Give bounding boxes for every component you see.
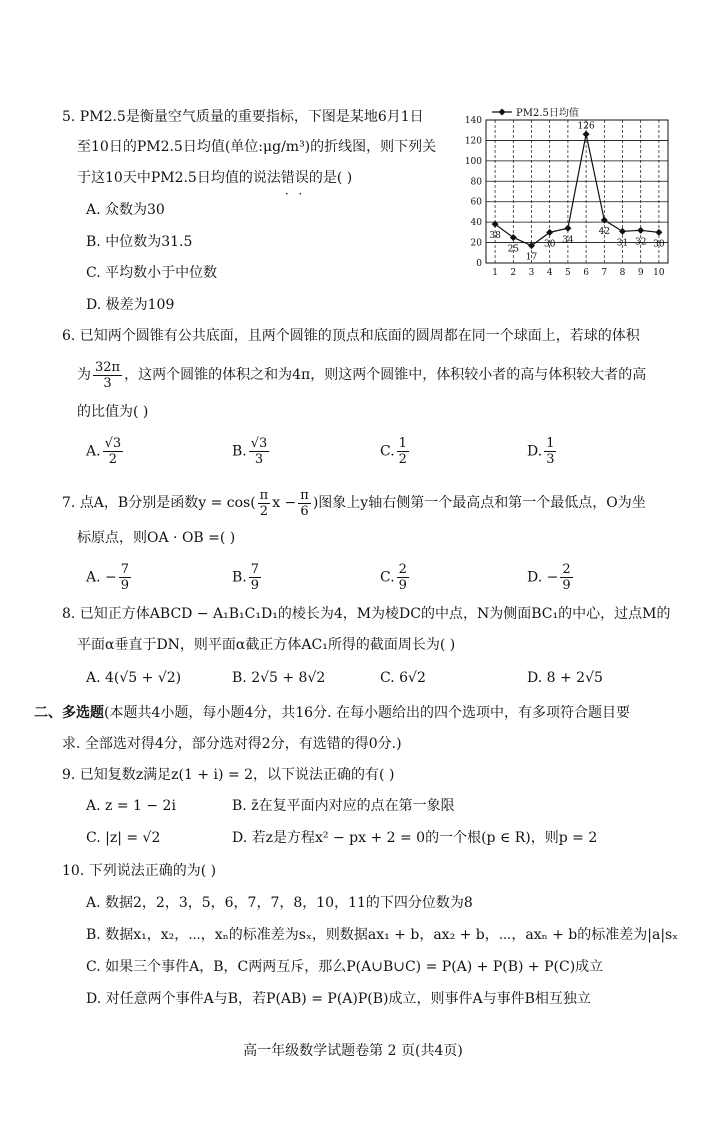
- q6-option-a: [86, 436, 125, 467]
- section-2-line-2: 求. 全部选对得4分，部分选对得2分，有选错的得0分.): [62, 736, 402, 752]
- q6-line-2: [77, 356, 646, 394]
- data-point: [619, 228, 626, 235]
- data-point: [583, 131, 590, 138]
- x-tick-label: 7: [601, 268, 608, 278]
- q7-c-num: 2: [398, 562, 407, 577]
- q7-frac-1: [258, 488, 271, 519]
- q6-a-den: 2: [108, 452, 117, 467]
- q7-frac-2-num: π: [300, 487, 309, 503]
- q7-a-num: 7: [120, 562, 130, 577]
- q6-c-label: C.: [380, 443, 395, 460]
- q7-c-den: 9: [398, 578, 407, 593]
- x-tick-label: 6: [583, 268, 589, 278]
- section-2-header: [34, 703, 630, 723]
- q6-line-3: 的比值为( ): [77, 404, 149, 420]
- q5-option-c: C. 平均数小于中位数: [86, 265, 218, 281]
- q10-line-1: 10. 下列说法正确的为( ): [62, 863, 217, 879]
- q7-option-d: [527, 562, 575, 593]
- y-tick-label: 140: [464, 116, 482, 126]
- section-2-line-1: (本题共4小题，每小题4分，共16分. 在每小题给出的四个选项中，有多项符合题目要: [104, 705, 630, 721]
- q6-c-fraction: [397, 436, 409, 467]
- data-point: [637, 227, 644, 234]
- q8-option-a: A. 4(√5 + √2): [86, 670, 182, 686]
- q9-line-1: 9. 已知复数z满足z(1 + i) = 2，以下说法正确的有( ): [62, 767, 395, 783]
- y-tick-label: 0: [476, 259, 482, 269]
- q6-line-2b: ，这两个圆锥的体积之和为4π，则这两个圆锥中，体积较小者的高与体积较大者的高: [124, 367, 647, 383]
- q6-option-c: [380, 436, 411, 467]
- q8-option-c: C. 6√2: [380, 670, 426, 686]
- q7-c-label: C.: [380, 569, 395, 586]
- q6-d-den: 3: [546, 452, 555, 467]
- y-tick-label: 20: [470, 238, 482, 249]
- data-label: 42: [598, 227, 611, 238]
- x-tick-label: 10: [653, 268, 665, 278]
- q10-option-b: B. 数据x₁，x₂，⋯，xₙ的标准差为sₓ，则数据ax₁ + b，ax₂ + b，⋯，axₙ + b的标准差为|a|sₓ: [86, 927, 679, 943]
- q6-a-fraction: [103, 436, 124, 467]
- y-tick-label: 100: [464, 156, 482, 167]
- q10-option-a: A. 数据2，2，3，5，6，7，7，8，10，11的下四分位数为8: [86, 895, 473, 911]
- data-label: 25: [507, 244, 520, 255]
- q7-line-2: 标原点，则OA · OB =( ): [77, 530, 236, 546]
- q10-option-c: C. 如果三个事件A，B，C两两互斥，那么P(A∪B∪C) = P(A) + P(B) + P(C)成立: [86, 959, 604, 975]
- x-tick-label: 9: [637, 268, 644, 278]
- section-2-title: 二、多选题: [34, 705, 104, 721]
- data-point: [655, 229, 662, 236]
- q6-a-num: √3: [104, 436, 122, 451]
- q9-option-d: D. 若z是方程x² − px + 2 = 0的一个根(p ∈ R)，则p = 2: [232, 830, 598, 846]
- data-label: 31: [616, 238, 629, 249]
- q6-d-label: D.: [527, 443, 543, 460]
- legend-label: PM2.5日均值: [516, 108, 579, 119]
- q6-a-label: A.: [86, 443, 101, 460]
- q6-b-den: 3: [254, 452, 264, 467]
- q7-b-fraction: [249, 562, 261, 593]
- q7-d-label: D. −: [527, 569, 559, 586]
- q5-line-1: 5. PM2.5是衡量空气质量的重要指标，下图是某地6月1日: [62, 109, 424, 125]
- q7-line-1b: x −: [272, 495, 297, 511]
- data-label: 30: [543, 239, 556, 250]
- x-tick-label: 1: [492, 268, 498, 278]
- q7-frac-2-den: 6: [300, 503, 309, 519]
- y-tick-label: 120: [464, 136, 482, 147]
- q7-option-b: [232, 562, 263, 593]
- q7-line-1c: )图象上y轴右侧第一个最高点和第一个最低点，O为坐: [312, 495, 646, 511]
- data-label: 17: [525, 252, 538, 263]
- q7-d-num: 2: [562, 562, 571, 577]
- q5-emphasis: 错误 · ·: [281, 170, 309, 186]
- q7-b-label: B.: [232, 569, 247, 586]
- q6-c-num: 1: [398, 436, 407, 451]
- q7-b-den: 9: [250, 578, 260, 593]
- data-label: 30: [653, 239, 665, 250]
- q5-option-b: B. 中位数为31.5: [86, 234, 193, 250]
- q6-d-fraction: [544, 436, 556, 467]
- y-tick-label: 40: [470, 218, 482, 229]
- q5-line-3a: 于这10天中PM2.5日均值的说法: [77, 170, 281, 186]
- q7-option-a: [86, 562, 133, 593]
- q6-option-d: [527, 436, 558, 467]
- q5-option-a: A. 众数为30: [86, 202, 165, 218]
- q6-line-1: 6. 已知两个圆锥有公共底面，且两个圆锥的顶点和底面的圆周都在同一个球面上，若球的体积: [62, 328, 640, 344]
- series-line: [495, 134, 659, 248]
- x-tick-label: 4: [546, 268, 553, 278]
- q5-line-3: [77, 168, 352, 188]
- q6-frac-den: 3: [103, 375, 112, 391]
- q7-frac-2: [298, 488, 311, 519]
- q6-option-b: [232, 436, 271, 467]
- x-tick-label: 2: [510, 268, 517, 278]
- q6-c-den: 2: [398, 452, 407, 467]
- q6-sphere-volume-fraction: [93, 360, 122, 391]
- q6-line-2a: 为: [77, 367, 91, 383]
- q7-b-num: 7: [250, 562, 260, 577]
- data-point: [564, 225, 571, 232]
- pm25-line-chart: [452, 100, 682, 290]
- q7-d-fraction: [560, 562, 572, 593]
- legend-marker: [499, 109, 506, 116]
- q6-frac-num: 32π: [95, 359, 121, 375]
- q7-option-c: [380, 562, 411, 593]
- q7-d-den: 9: [562, 578, 571, 593]
- q10-option-d: D. 对任意两个事件A与B，若P(AB) = P(A)P(B)成立，则事件A与事件B相互独立: [86, 991, 591, 1007]
- q5-option-d: D. 极差为109: [86, 297, 175, 313]
- q7-frac-1-num: π: [259, 487, 269, 503]
- q7-line-1a: 7. 点A，B分别是函数y = cos(: [62, 495, 256, 511]
- q8-option-d: D. 8 + 2√5: [527, 670, 603, 686]
- q7-c-fraction: [397, 562, 409, 593]
- x-tick-label: 3: [528, 268, 535, 278]
- q5-line-2: 至10日的PM2.5日均值(单位:μg/m³)的折线图，则下列关: [77, 139, 437, 155]
- data-point: [601, 217, 608, 224]
- q9-option-c: C. |z| = √2: [86, 830, 161, 846]
- q8-line-1: 8. 已知正方体ABCD − A₁B₁C₁D₁的棱长为4，M为棱DC的中点，N为侧面BC₁的中心，过点M的: [62, 606, 671, 622]
- page-footer: 高一年级数学试题卷第 2 页(共4页): [243, 1043, 463, 1059]
- x-tick-label: 5: [565, 268, 571, 278]
- y-tick-label: 80: [470, 177, 482, 188]
- q6-b-num: √3: [250, 436, 268, 451]
- q8-option-b: B. 2√5 + 8√2: [232, 670, 326, 686]
- q7-a-den: 9: [120, 578, 130, 593]
- q8-line-2: 平面α垂直于DN，则平面α截正方体AC₁所得的截面周长为( ): [77, 637, 456, 653]
- data-label: 32: [634, 237, 647, 248]
- q7-line-1: [62, 484, 646, 522]
- data-label: 126: [577, 121, 595, 132]
- q9-option-a: A. z = 1 − 2i: [86, 798, 176, 814]
- y-tick-label: 60: [470, 197, 482, 208]
- q6-b-label: B.: [232, 443, 247, 460]
- q9-option-b: B. z̄在复平面内对应的点在第一象限: [232, 798, 455, 814]
- data-label: 34: [562, 235, 574, 246]
- q7-a-label: A. −: [86, 569, 117, 586]
- q5-line-3c: 的是( ): [308, 170, 353, 186]
- data-label: 38: [489, 231, 501, 242]
- x-tick-label: 8: [619, 268, 626, 278]
- q7-frac-1-den: 2: [259, 503, 269, 519]
- q7-a-fraction: [119, 562, 131, 593]
- q6-d-num: 1: [546, 436, 555, 451]
- q6-b-fraction: [249, 436, 270, 467]
